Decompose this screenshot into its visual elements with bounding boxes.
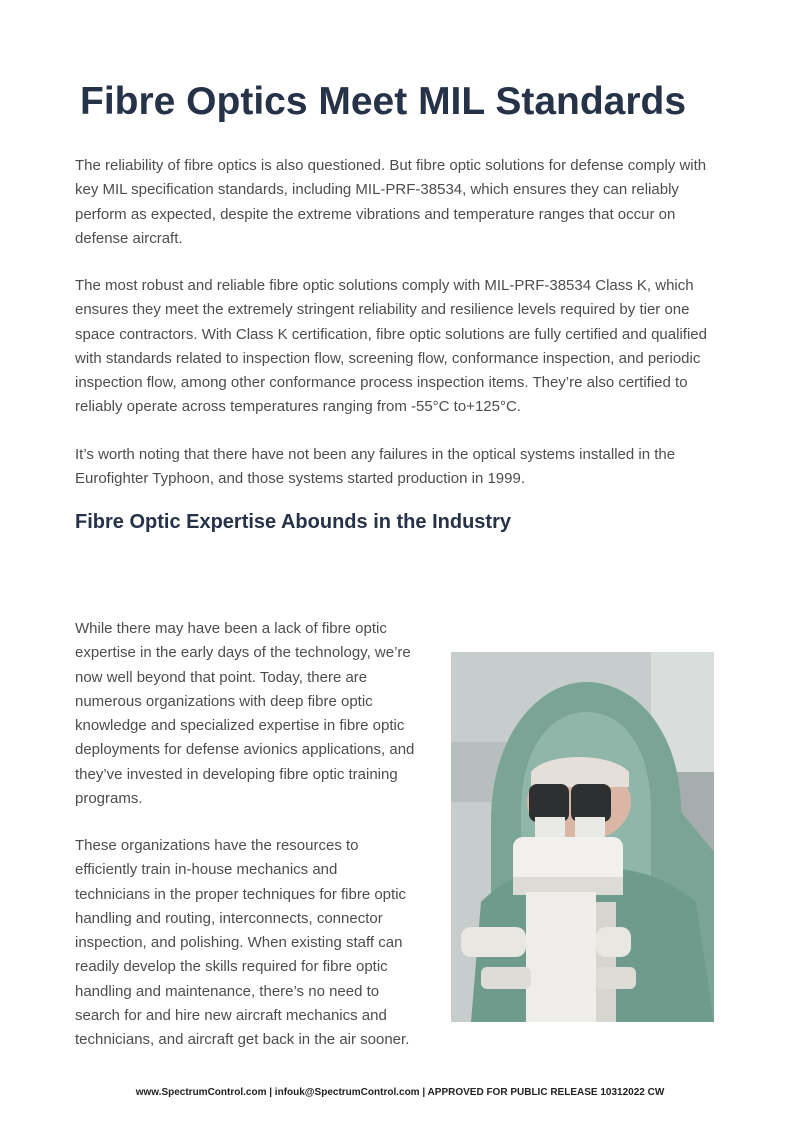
body-paragraph-class-k: The most robust and reliable fibre optic solutions comply with MIL-PRF-38534 Class K, which ensures they meet the extremely stringent reliability and resilience levels required by tier one space contractors. With Class K certification, fibre optic solutions are fully certified and qualified with standards related to inspection flow, screening flow, conformance inspection, and periodic inspection flow, among other conformance process inspection items. They’re also certified to reliably operate across temperatures ranging from -55°C to+125°C. bbox=[75, 277, 707, 416]
body-paragraph-training: These organizations have the resources to efficiently train in-house mechanics and technicians in the proper techniques for fibre optic handling and routing, interconnects, connector inspection, and polishing. When existing staff can readily develop the skills required for fibre optic handling and maintenance, there’s no need to search for and hire new aircraft mechanics and technicians, and aircraft get back in the air sooner. bbox=[75, 837, 410, 1049]
section-heading: Fibre Optic Expertise Abounds in the Industry bbox=[75, 511, 511, 533]
technician-microscope-photo bbox=[451, 652, 714, 1022]
body-paragraph-expertise: While there may have been a lack of fibre optic expertise in the early days of the technology, we’re now well beyond that point. Today, there are numerous organizations with deep fibre optic knowledge and specialized expertise in fibre optic deployments for defense avionics applications, and they’ve invested in developing fibre optic training programs. bbox=[75, 620, 415, 808]
page-title: Fibre Optics Meet MIL Standards bbox=[80, 80, 687, 123]
body-paragraph-mil-standards: The reliability of fibre optics is also questioned. But fibre optic solutions for defense comply with key MIL specification standards, including MIL-PRF-38534, which ensures they can reliably perform as expected, despite the extreme vibrations and temperature ranges that occur on defense aircraft. bbox=[75, 157, 707, 247]
body-paragraph-eurofighter: It’s worth noting that there have not been any failures in the optical systems installed in the Eurofighter Typhoon, and those systems started production in 1999. bbox=[75, 446, 676, 488]
page-footer: www.SpectrumControl.com | infouk@SpectrumControl.com | APPROVED FOR PUBLIC RELEASE 10312022 CW bbox=[135, 1087, 665, 1098]
